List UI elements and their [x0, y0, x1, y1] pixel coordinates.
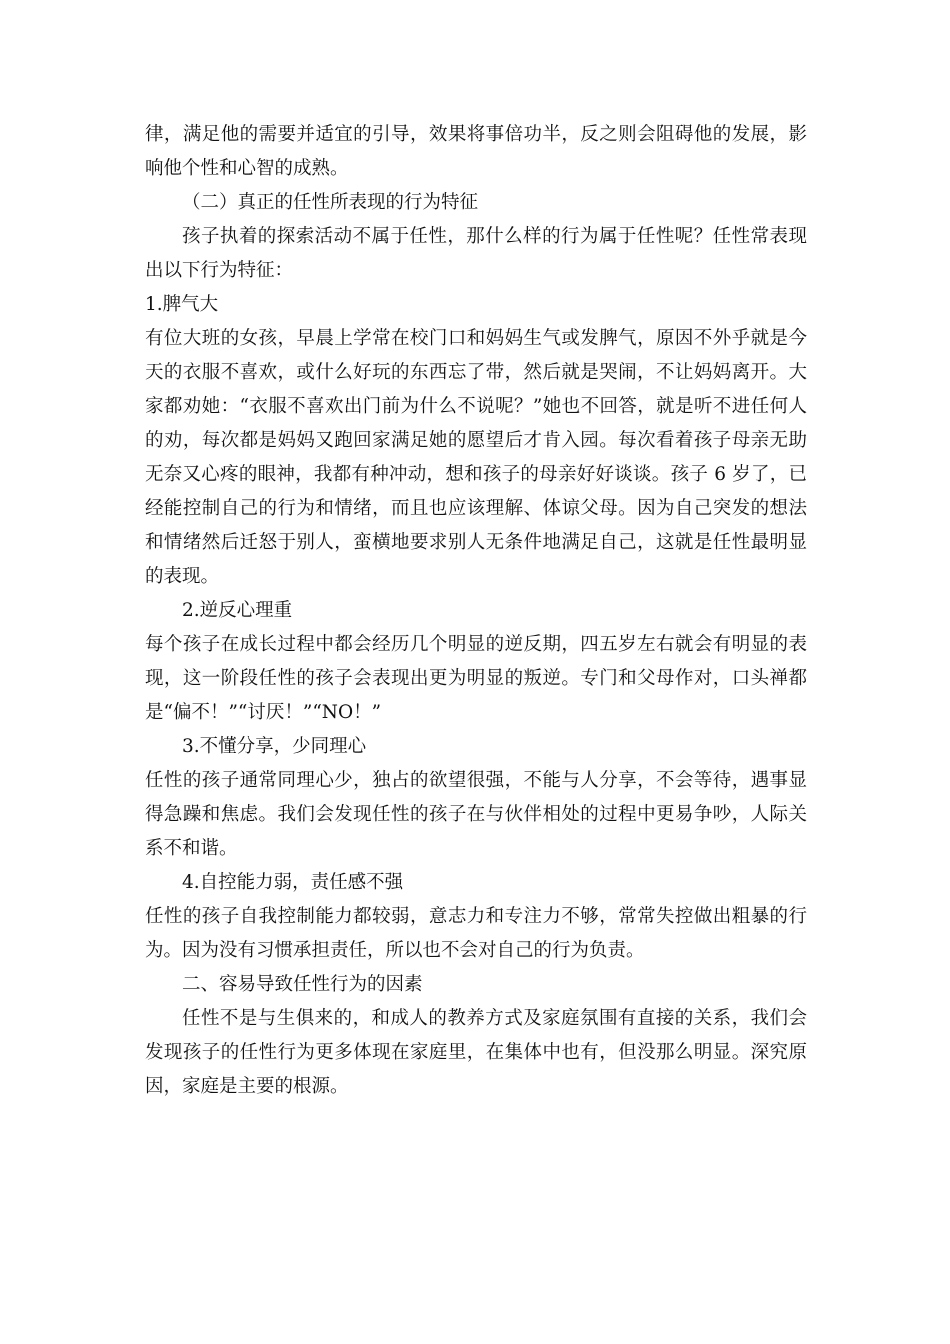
- item-heading-3: 3.不懂分享，少同理心: [182, 736, 367, 757]
- item-heading-1: 1.脾气大: [145, 294, 219, 315]
- document-page: [145, 118, 807, 1104]
- item-heading-4: 4.自控能力弱，责任感不强: [182, 872, 404, 893]
- item-heading-2: 2.逆反心理重: [182, 600, 293, 621]
- section-heading-2: 二、容易导致任性行为的因素: [182, 974, 423, 995]
- paragraph-continuation: 律，满足他的需要并适宜的引导，效果将事倍功半，反之则会阻碍他的发展，影响他个性和心智的成熟。: [145, 124, 807, 179]
- subsection-heading-2: （二）真正的任性所表现的行为特征: [182, 192, 479, 213]
- paragraph-intro: 孩子执着的探索活动不属于任性，那什么样的行为属于任性呢？任性常表现出以下行为特征：: [145, 226, 807, 281]
- paragraph-sharing: 任性的孩子通常同理心少，独占的欲望很强，不能与人分享，不会等待，遇事显得急躁和焦虑。我们会发现任性的孩子在与伙伴相处的过程中更易争吵，人际关系不和谐。: [145, 770, 807, 859]
- paragraph-rebellion: 每个孩子在成长过程中都会经历几个明显的逆反期，四五岁左右就会有明显的表现，这一阶段任性的孩子会表现出更为明显的叛逆。专门和父母作对，口头禅都是“偏不！”“讨厌！”“NO！”: [145, 634, 807, 723]
- paragraph-self-control: 任性的孩子自我控制能力都较弱，意志力和专注力不够，常常失控做出粗暴的行为。因为没有习惯承担责任，所以也不会对自己的行为负责。: [145, 906, 807, 961]
- paragraph-factors: 任性不是与生俱来的，和成人的教养方式及家庭氛围有直接的关系，我们会发现孩子的任性行为更多体现在家庭里，在集体中也有，但没那么明显。深究原因，家庭是主要的根源。: [145, 1008, 807, 1097]
- paragraph-temper: 有位大班的女孩，早晨上学常在校门口和妈妈生气或发脾气，原因不外乎就是今天的衣服不喜欢，或什么好玩的东西忘了带，然后就是哭闹，不让妈妈离开。大家都劝她：“衣服不喜欢出门前为什么不说呢？”她也不回答，就是听不进任何人的劝，每次都是妈妈又跑回家满足她的愿望后才肯入园。每次看着孩子母亲无助无奈又心疼的眼神，我都有种冲动，想和孩子的母亲好好谈谈。孩子 6 岁了，已经能控制自己的行为和情绪，而且也应该理解、体谅父母。因为自己突发的想法和情绪然后迁怒于别人，蛮横地要求别人无条件地满足自己，这就是任性最明显的表现。: [145, 328, 807, 587]
